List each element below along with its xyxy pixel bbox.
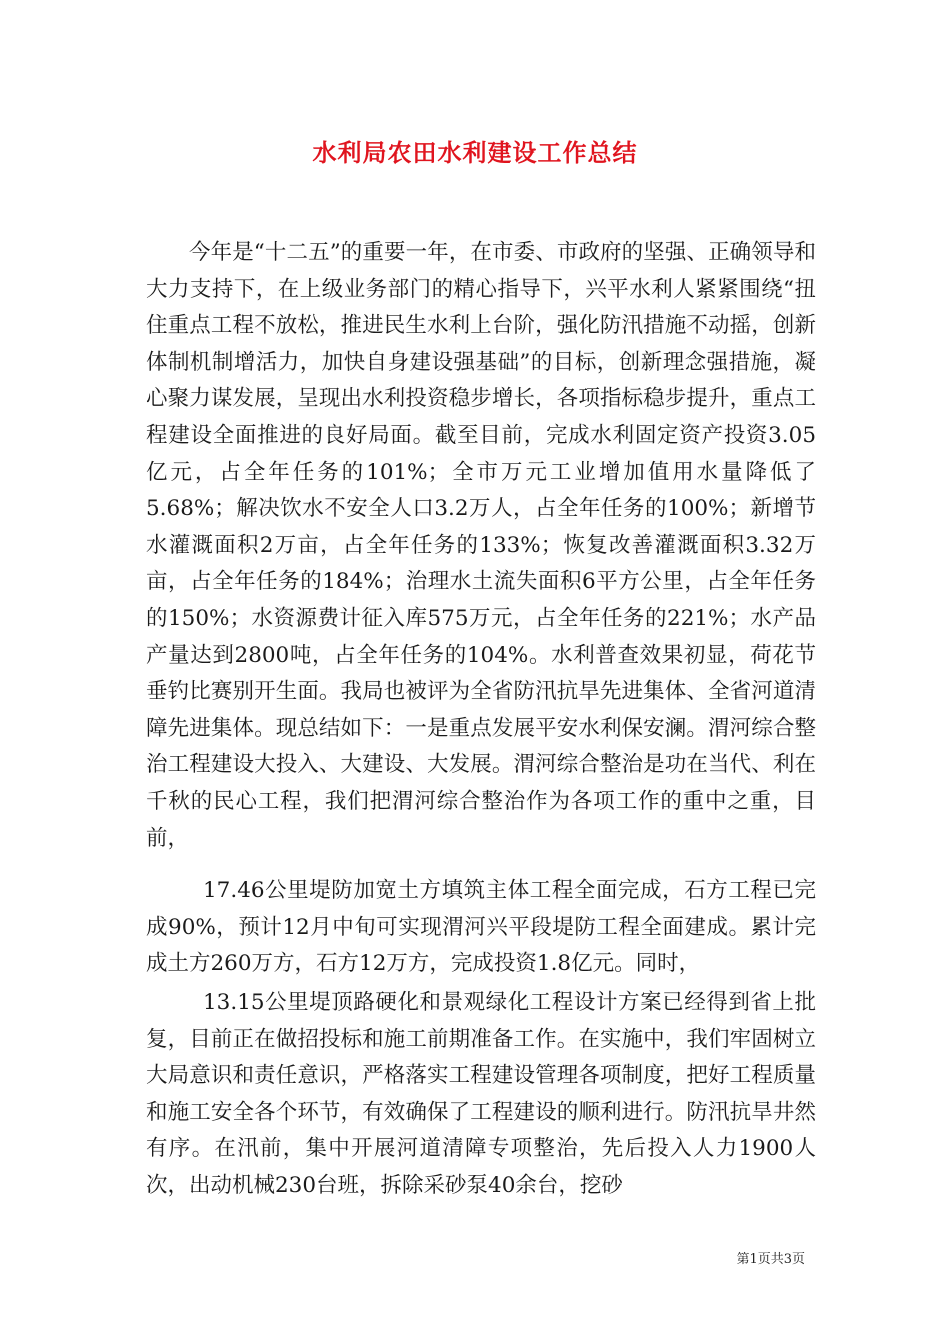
body-paragraph-1: 今年是“十二五”的重要一年，在市委、市政府的坚强、正确领导和大力支持下，在上级业务部门的精心指导下，兴平水利人紧紧围绕“扭住重点工程不放松，推进民生水利上台阶，强化防汛措施不动摇，创新体制机制增活力，加快自身建设强基础”的目标，创新理念强措施，凝心聚力谋发展，呈现出水利投资稳步增长，各项指标稳步提升，重点工程建设全面推进的良好局面。截至目前，完成水利固定资产投资3.05亿元，占全年任务的101%；全市万元工业增加值用水量降低了5.68%；解决饮水不安全人口3.2万人，占全年任务的100%；新增节水灌溉面积2万亩，占全年任务的133%；恢复改善灌溉面积3.32万亩，占全年任务的184%；治理水土流失面积6平方公里，占全年任务的150%；水资源费计征入库575万元，占全年任务的221%；水产品产量达到2800吨，占全年任务的104%。水利普查效果初显，荷花节垂钓比赛别开生面。我局也被评为全省防汛抗旱先进集体、全省河道清障先进集体。现总结如下：一是重点发展平安水利保安澜。渭河综合整治工程建设大投入、大建设、大发展。渭河综合整治是功在当代、利在千秋的民心工程，我们把渭河综合整治作为各项工作的重中之重，目前，	[146, 240, 816, 851]
body-paragraph-2: 17.46公里堤防加宽土方填筑主体工程全面完成，石方工程已完成90%，预计12月中旬可实现渭河兴平段堤防工程全面建成。累计完成土方260万方，石方12万方，完成投资1.8亿元。同时，	[146, 878, 816, 977]
page-number-footer: 第1页共3页	[736, 1252, 805, 1267]
document-title: 水利局农田水利建设工作总结	[312, 139, 638, 167]
body-paragraph-3: 13.15公里堤顶路硬化和景观绿化工程设计方案已经得到省上批复，目前正在做招投标和施工前期准备工作。在实施中，我们牢固树立大局意识和责任意识，严格落实工程建设管理各项制度，把好工程质量和施工安全各个环节，有效确保了工程建设的顺利进行。防汛抗旱井然有序。在汛前，集中开展河道清障专项整治，先后投入人力1900人次，出动机械230台班，拆除采砂泵40余台，挖砂	[146, 990, 816, 1198]
